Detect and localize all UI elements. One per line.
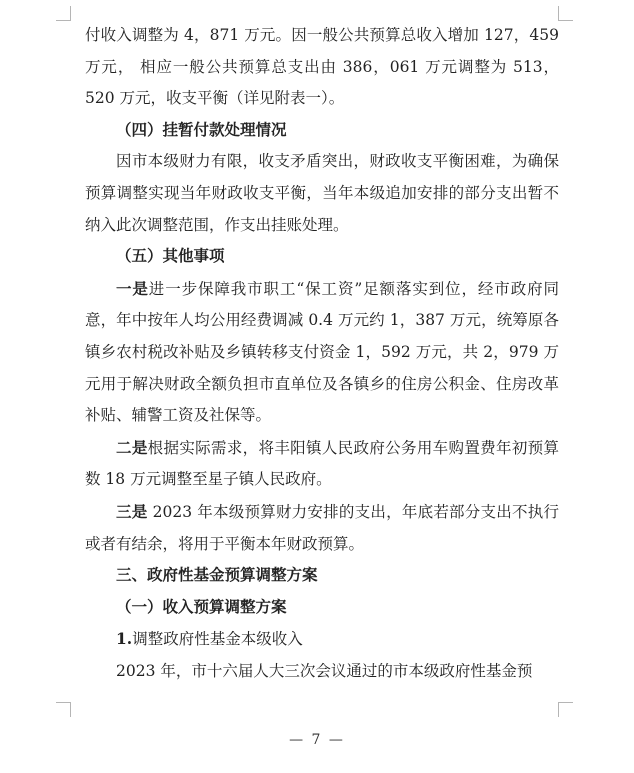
paragraph-item-two — [85, 432, 559, 496]
crop-mark-top-right — [558, 6, 573, 21]
item-two-text: 根据实际需求，将丰阳镇人民政府公务用车购置费年初预算数 18 万元调整至星子镇人民政府。 — [85, 438, 559, 489]
paragraph-fund-revenue-2023: 2023 年，市十六届人大三次会议通过的市本级政府性基金预 — [116, 661, 533, 680]
item-one-lead: 一是 — [116, 278, 149, 298]
paragraph-item-one — [85, 273, 559, 432]
item-two-lead: 二是 — [116, 437, 148, 457]
subheading-text: 调整政府性基金本级收入 — [132, 630, 303, 649]
crop-mark-bottom-right — [558, 702, 573, 717]
paragraph-item-three — [85, 496, 559, 560]
subheading-number: 1. — [116, 629, 133, 649]
heading-other-matters: （五）其他事项 — [116, 247, 225, 266]
crop-mark-bottom-left — [56, 702, 71, 717]
paragraph-suspense-payments: 因市本级财力有限，收支矛盾突出，财政收支平衡困难，为确保预算调整实现当年财政收支平衡，当年本级追加安排的部分支出暂不纳入此次调整范围，作支出挂账处理。 — [85, 152, 559, 234]
heading-revenue-adjustment: （一）收入预算调整方案 — [116, 597, 287, 616]
page-number: — 7 — — [289, 732, 345, 748]
item-three-text: 2023 年本级预算财力安排的支出，年底若部分支出不执行或者有结余，将用于平衡本年财政预算。 — [85, 502, 559, 553]
item-three-lead: 三是 — [116, 501, 148, 521]
heading-fund-budget-plan: 三、政府性基金预算调整方案 — [116, 566, 318, 585]
crop-mark-top-left — [56, 6, 71, 21]
heading-suspense-payments: （四）挂暂付款处理情况 — [116, 120, 287, 139]
heading-adjust-fund-revenue — [85, 623, 559, 656]
item-one-text: 进一步保障我市职工“保工资”足额落实到位，经市政府同意，年中按年人均公用经费调减 0.4 万元约 1，387 万元，统筹原各镇乡农村税改补贴及乡镇转移支付资金 1，592 万元，共 2，979 万元用于解决财政全额负担市直单位及各镇乡的住房公积金、住房改革补贴、辅警工资及社保等。 — [85, 279, 559, 425]
paragraph-budget-balance: 付收入调整为 4，871 万元。因一般公共预算总收入增加 127，459 万元， 相应一般公共预算总支出由 386，061 万元调整为 513，520 万元，收支平衡（详见附表一）。 — [85, 26, 559, 108]
document-body — [85, 20, 559, 687]
